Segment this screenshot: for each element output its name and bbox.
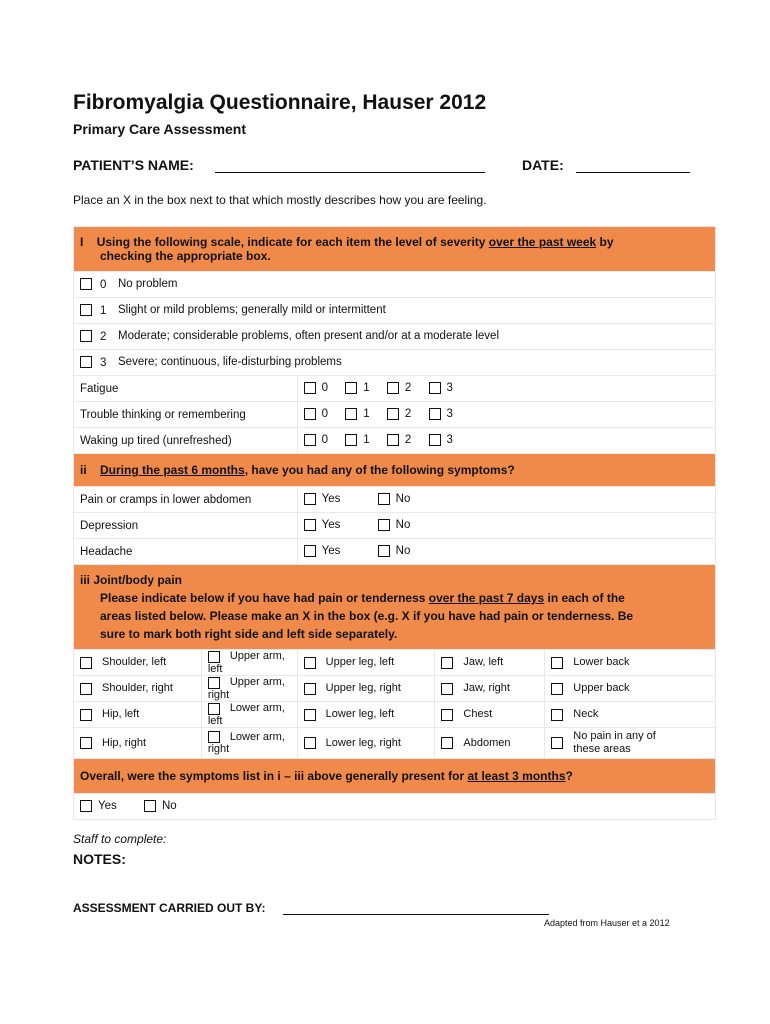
severity-item-row [74,376,716,402]
overall-text-underline: at least 3 months [467,769,566,783]
joint-label: Hip, left [102,708,140,721]
section1-text-underline: over the past week [488,235,597,249]
joint-label: Upper leg, left [325,656,395,669]
scale-number: 3 [100,356,107,369]
joint-row [74,702,716,728]
checkbox[interactable] [208,677,220,689]
checkbox[interactable] [80,304,92,316]
option-label: 0 [321,434,329,447]
checkbox[interactable] [80,709,92,721]
checkbox[interactable] [80,737,92,749]
scale-number: 1 [100,304,107,317]
checkbox[interactable] [429,434,441,446]
yes-label: Yes [321,519,341,532]
section2-text-underline: During the past 6 months [100,463,245,477]
joint-label: Lower back [573,656,630,669]
scale-number: 0 [100,278,107,291]
joint-row [74,676,716,702]
checkbox[interactable] [387,382,399,394]
checkbox[interactable] [304,519,316,531]
overall-text-b: ? [565,769,573,783]
overall-answer-row [74,794,716,820]
yes-label: Yes [98,800,117,813]
section1-text-b: by [596,235,614,249]
scale-label: Slight or mild problems; generally mild or intermittent [118,304,386,317]
option-label: 2 [404,434,412,447]
section1-text-a: Using the following scale, indicate for each item the level of severity [96,235,489,249]
checkbox[interactable] [208,651,220,663]
checkbox[interactable] [80,330,92,342]
checkbox[interactable] [441,709,453,721]
option-label: 0 [321,382,329,395]
checkbox[interactable] [429,408,441,420]
checkbox[interactable] [80,657,92,669]
date-label: DATE: [522,157,564,173]
option-label: 2 [404,408,412,421]
staff-note: Staff to complete: [73,832,167,846]
section1-text-c: checking the appropriate box. [100,249,271,263]
severity-item-label: Waking up tired (unrefreshed) [74,428,298,454]
questionnaire-table [73,226,716,820]
checkbox[interactable] [345,382,357,394]
overall-header [74,759,716,794]
checkbox[interactable] [208,731,220,743]
joint-label: Shoulder, left [102,656,167,669]
severity-item-label: Fatigue [74,376,298,402]
checkbox[interactable] [345,408,357,420]
joint-row [74,728,716,759]
assessment-carried-out-field[interactable] [283,914,549,915]
checkbox[interactable] [551,657,563,669]
section2-header [74,454,716,487]
checkbox[interactable] [441,657,453,669]
joint-label: Lower leg, right [325,736,401,749]
overall-text-a: Overall, were the symptoms list in i – iii above generally present for [80,769,468,783]
checkbox[interactable] [304,493,316,505]
checkbox[interactable] [80,800,92,812]
checkbox[interactable] [387,434,399,446]
assessment-carried-out-label: ASSESSMENT CARRIED OUT BY: [73,901,266,915]
option-label: 3 [446,382,453,395]
option-label: 0 [321,408,329,421]
joint-label: Hip, right [102,736,147,749]
checkbox[interactable] [345,434,357,446]
checkbox[interactable] [304,408,316,420]
checkbox[interactable] [304,434,316,446]
joint-label: Upper arm, left [207,650,285,675]
date-field[interactable] [576,172,690,173]
option-label: 3 [446,434,453,447]
section3-line2-underline: over the past 7 days [428,591,545,605]
document-subtitle: Primary Care Assessment [73,121,247,137]
scale-label: Moderate; considerable problems, often present and/or at a moderate level [118,330,499,343]
section1-header [74,227,716,272]
joint-label: Abdomen [463,736,511,749]
yes-label: Yes [321,493,341,506]
checkbox[interactable] [441,737,453,749]
joint-label: Upper back [573,682,630,695]
joint-label: Chest [463,708,493,721]
checkbox[interactable] [80,278,92,290]
severity-item-label: Trouble thinking or remembering [74,402,298,428]
checkbox[interactable] [551,709,563,721]
symptom-label: Depression [74,513,298,539]
no-label: No [395,519,411,532]
joint-row [74,650,716,676]
joint-label: Lower leg, left [325,708,395,721]
checkbox[interactable] [304,382,316,394]
checkbox[interactable] [80,356,92,368]
section2-text-b: , have you had any of the following symptoms? [244,463,515,477]
no-label: No [395,493,411,506]
section3-line2-a: Please indicate below if you have had pain or tenderness [100,591,429,605]
instruction-text: Place an X in the box next to that which mostly describes how you are feeling. [73,193,487,207]
scale-number: 2 [100,330,107,343]
notes-heading: NOTES: [73,851,126,867]
scale-row [74,272,716,298]
scale-row [74,324,716,350]
symptom-row [74,487,716,513]
no-label: No [161,800,177,813]
joint-label: Neck [573,708,599,721]
checkbox[interactable] [429,382,441,394]
checkbox[interactable] [441,683,453,695]
section3-line4: sure to mark both right side and left side separately. [100,627,398,641]
joint-label: Jaw, left [463,656,504,669]
patient-name-label: PATIENT’S NAME: [73,157,194,173]
option-label: 1 [363,382,370,395]
checkbox[interactable] [387,408,399,420]
joint-label: Lower arm, left [207,702,285,727]
scale-row [74,350,716,376]
section1-number: I [80,235,84,249]
joint-label-line2: these areas [573,743,631,755]
joint-label: Lower arm, right [207,730,285,756]
option-label: 2 [404,382,412,395]
severity-item-row [74,402,716,428]
checkbox[interactable] [551,737,563,749]
section2-number: ii [80,463,87,477]
scale-label: No problem [118,278,178,291]
checkbox[interactable] [304,545,316,557]
yes-label: Yes [321,545,341,558]
joint-label: No pain in any of [573,730,656,742]
symptom-row [74,513,716,539]
option-label: 1 [363,434,370,447]
joint-label: Jaw, right [463,682,510,695]
symptom-label: Headache [74,539,298,565]
checkbox[interactable] [80,683,92,695]
section3-line1: iii Joint/body pain [80,573,182,587]
section3-line2-b: in each of the [544,591,625,605]
option-label: 1 [363,408,370,421]
checkbox[interactable] [304,657,316,669]
joint-label: Upper leg, right [325,682,401,695]
checkbox[interactable] [304,737,316,749]
scale-row [74,298,716,324]
checkbox[interactable] [304,709,316,721]
checkbox[interactable] [208,703,220,715]
section3-line3: areas listed below. Please make an X in the box (e.g. X if you have had pain or tenderness. Be [100,609,634,623]
checkbox[interactable] [378,519,390,531]
patient-name-field[interactable] [215,172,485,173]
scale-label: Severe; continuous, life-disturbing problems [118,356,342,369]
document-title: Fibromyalgia Questionnaire, Hauser 2012 [73,91,487,114]
section3-header [74,565,716,650]
joint-label: Shoulder, right [102,682,173,695]
severity-item-row [74,428,716,454]
joint-label: Upper arm, right [207,676,285,701]
symptom-label: Pain or cramps in lower abdomen [74,487,298,513]
checkbox[interactable] [378,493,390,505]
checkbox[interactable] [551,683,563,695]
attribution-text: Adapted from Hauser et a 2012 [544,918,670,928]
no-label: No [395,545,411,558]
checkbox[interactable] [378,545,390,557]
option-label: 3 [446,408,453,421]
checkbox[interactable] [144,800,156,812]
symptom-row [74,539,716,565]
checkbox[interactable] [304,683,316,695]
